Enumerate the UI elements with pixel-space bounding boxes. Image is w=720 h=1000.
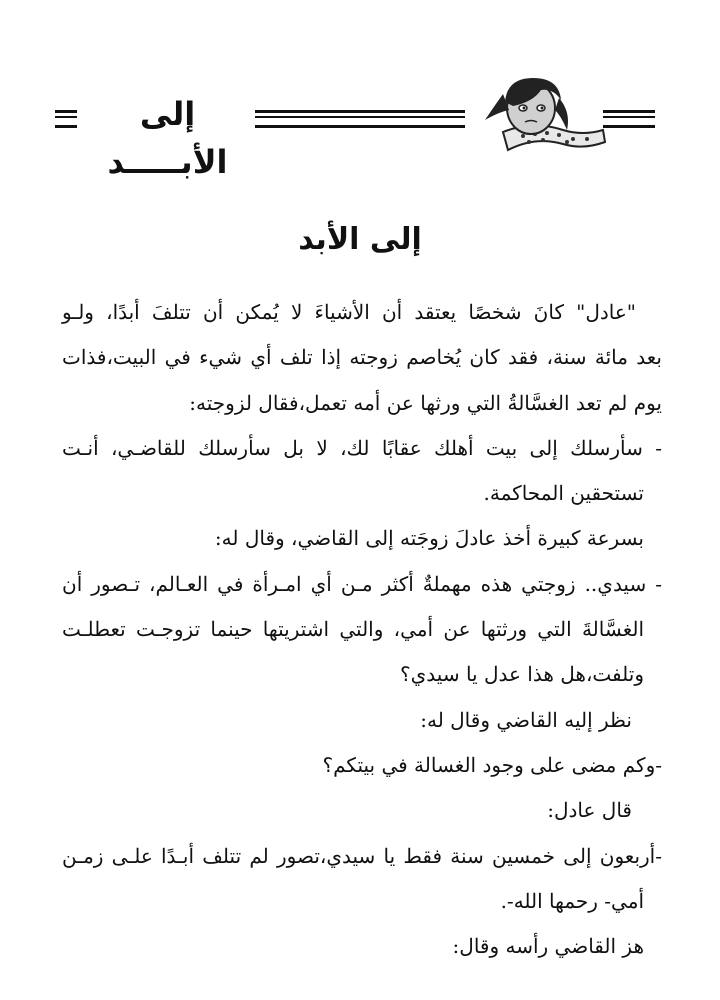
text-line: "عادل" كانَ شخصًا يعتقد أن الأشياءَ لا يُمكن أن تتلفَ أبدًا، ولـو: [62, 300, 636, 324]
text-line: يوم لم تعد الغسَّالةُ التي ورثها عن أمه تعمل،فقال لزوجته:: [189, 390, 662, 415]
text-line: -وكم مضى على وجود الغسالة في بيتكم؟: [322, 752, 662, 777]
text-line: -أربعون إلى خمسين سنة فقط يا سيدي،تصور لم تتلف أبـدًا علـى زمـن: [62, 843, 662, 868]
story-text: [62, 290, 662, 969]
text-line: تستحقين المحاكمة.: [483, 481, 644, 506]
text-line: وتلفت،هل هذا عدل يا سيدي؟: [400, 662, 644, 687]
header-rule-middle: [255, 110, 465, 128]
page-title: إلى الأبد: [298, 222, 422, 257]
header-rule-left: [55, 110, 77, 128]
text-line: الغسَّالةَ التي ورثتها عن أمي، والتي اشتريتها حينما تزوجـت تعطلـت: [62, 617, 644, 642]
text-line: قال عادل:: [547, 798, 632, 823]
header-title: إلى الأبـــــد: [107, 95, 228, 181]
page-header: [55, 72, 655, 181]
text-line: نظر إليه القاضي وقال له:: [420, 707, 632, 732]
text-line: - سأرسلك إلى بيت أهلك عقابًا لك، لا بل سأرسلك للقاضـي، أنـت: [62, 435, 662, 460]
text-line: بسرعة كبيرة أخذ عادلَ زوجَته إلى القاضي، وقال له:: [214, 526, 644, 551]
text-line: أمي- رحمها الله-.: [500, 888, 644, 913]
header-rule-right: [603, 110, 655, 128]
text-line: هز القاضي رأسه وقال:: [452, 934, 644, 959]
girl-mascot-icon: [463, 72, 608, 162]
text-line: - سيدي.. زوجتي هذه مهملةٌ أكثر مـن أي امـرأة في العـالم، تـصور أن: [62, 571, 662, 596]
text-line: بعد مائة سنة، فقد كان يُخاصم زوجته إذا تلف أي شيء في البيت،فذات: [62, 345, 662, 370]
